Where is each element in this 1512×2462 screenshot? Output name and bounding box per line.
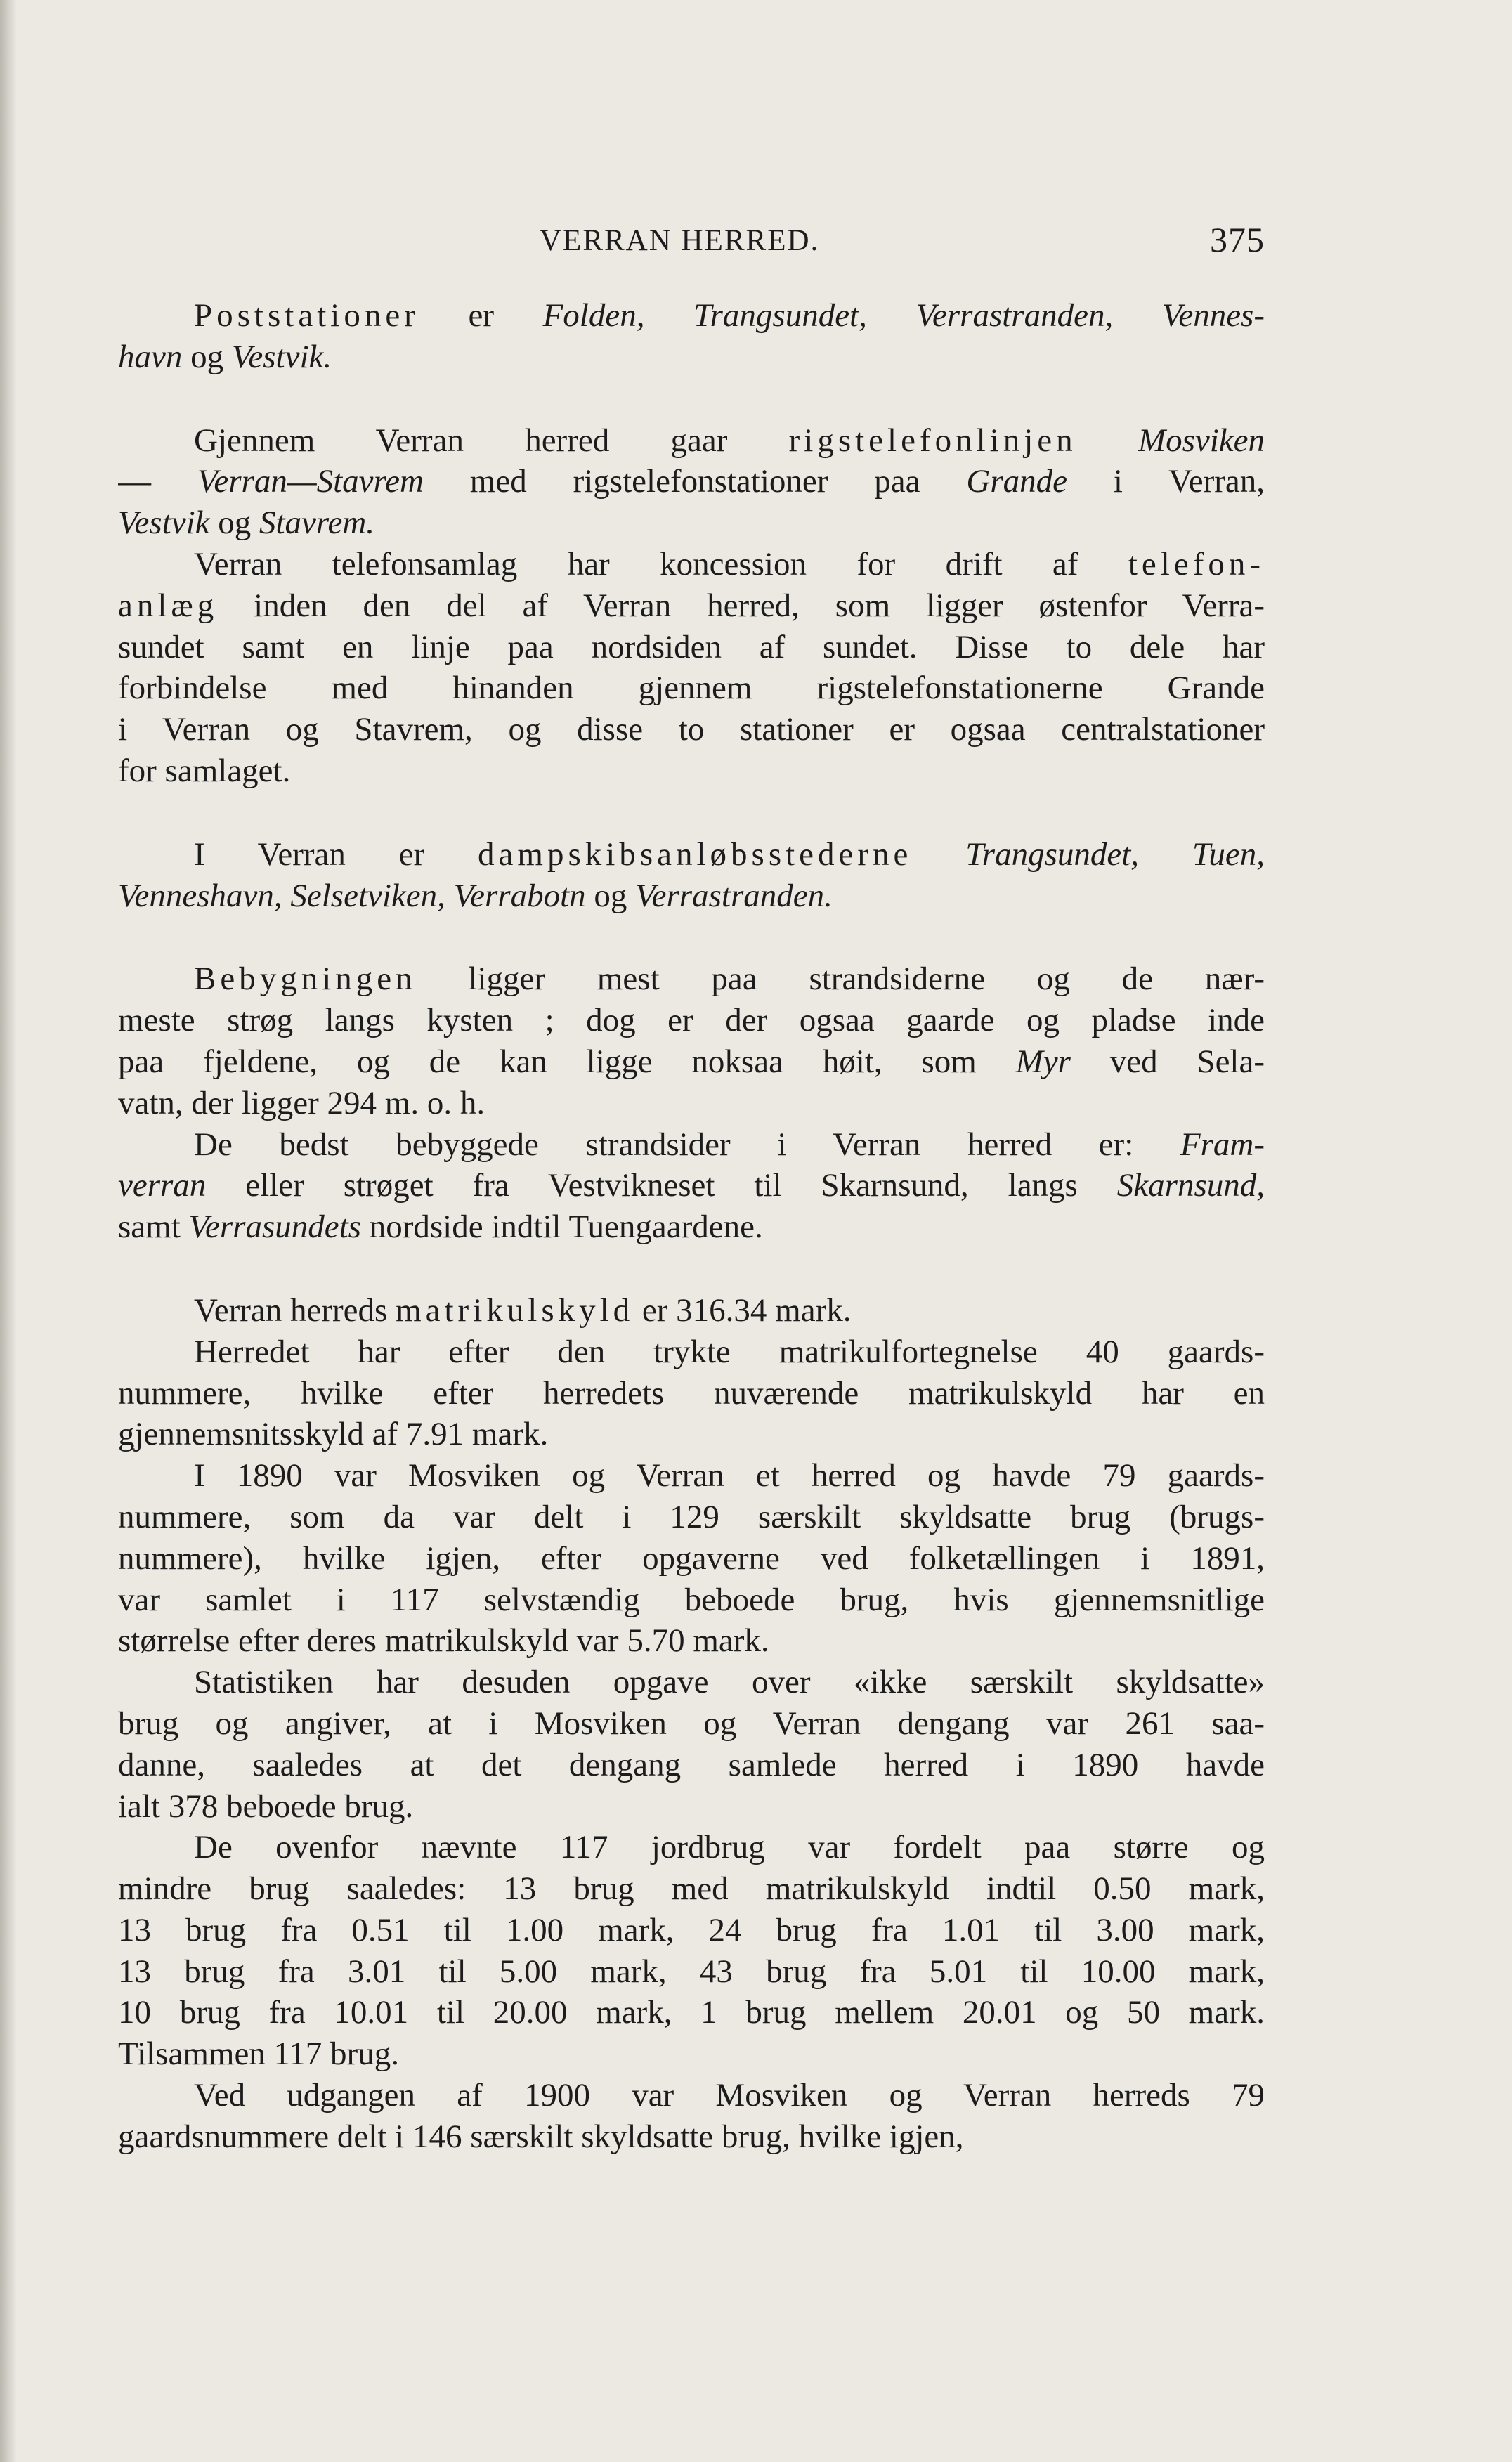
text-run: ligger mest paa strandsiderne og de nær- — [416, 960, 1265, 998]
italic-text: Verrasundets — [188, 1209, 361, 1246]
text-line — [118, 337, 1265, 378]
text-run: og — [182, 338, 232, 375]
text-line — [118, 1580, 1265, 1621]
text-run: i Verran, — [1067, 463, 1265, 500]
paragraph-statistiken — [118, 1662, 1265, 1827]
text-line — [118, 709, 1265, 750]
italic-text: Fram- — [1180, 1126, 1265, 1163]
page-header — [118, 220, 1265, 266]
text-run: i Verran og Stavrem, og disse to stationer er ogsaa centralstationer — [118, 711, 1265, 748]
paragraph-strandsider — [118, 1124, 1265, 1248]
text-run: Herredet har efter den trykte matrikulfortegnelse 40 gaards- — [194, 1333, 1265, 1370]
text-run: ialt 378 beboede brug. — [118, 1787, 414, 1825]
text-line — [118, 544, 1265, 585]
spaced-text: rigstelefonlinjen — [788, 422, 1077, 459]
text-line — [118, 627, 1265, 668]
text-line — [118, 1000, 1265, 1041]
italic-text: Verrastranden. — [635, 877, 833, 914]
italic-text: Vestvik — [118, 504, 210, 542]
text-run: størrelse efter deres matrikulskyld var 5.70 mark. — [118, 1622, 769, 1660]
text-run: for samlaget. — [118, 752, 291, 789]
text-line — [118, 1868, 1265, 1910]
italic-text: Verran—Stavrem — [197, 463, 424, 500]
paragraph-gaardsnummere — [118, 1331, 1265, 1455]
spaced-text: dampskibsanløbsstederne — [478, 835, 913, 873]
text-line — [118, 1786, 1265, 1828]
text-line — [118, 1290, 1265, 1331]
text-run: er — [419, 297, 543, 334]
text-run — [1077, 422, 1138, 459]
paragraph-matrikulskyld — [118, 1290, 1265, 1331]
text-run: meste strøg langs kysten ; dog er der ogsaa gaarde og pladse inde — [118, 1002, 1265, 1039]
text-run: De bedst bebyggede strandsider i Verran herred er: — [194, 1126, 1180, 1163]
text-run: Verran herreds — [194, 1291, 396, 1329]
text-run: I Verran er — [194, 835, 478, 873]
text-run: mindre brug saaledes: 13 brug med matrikulskyld indtil 0.50 mark, — [118, 1870, 1265, 1908]
text-line — [118, 1455, 1265, 1497]
text-line — [118, 1206, 1265, 1248]
italic-text: havn — [118, 338, 183, 375]
italic-text: Grande — [966, 463, 1068, 500]
text-line — [118, 1083, 1265, 1124]
paragraph-1890 — [118, 1455, 1265, 1662]
text-run: og — [585, 877, 636, 914]
text-run: I 1890 var Mosviken og Verran et herred og havde 79 gaards- — [194, 1457, 1265, 1494]
text-run: gaardsnummere delt i 146 særskilt skyldsatte brug, hvilke igjen, — [118, 2118, 964, 2155]
text-run: eller strøget fra Vestvikneset til Skarnsund, langs — [206, 1167, 1117, 1204]
text-run: samt — [118, 1209, 189, 1246]
paragraph-1900 — [118, 2075, 1265, 2158]
paragraph-dampskib — [118, 834, 1265, 917]
italic-text: Stavrem. — [259, 504, 375, 542]
text-line — [118, 1165, 1265, 1206]
text-run: vatn, der ligger 294 m. o. h. — [118, 1084, 485, 1121]
text-line — [118, 1373, 1265, 1414]
spaced-text: telefon- — [1128, 545, 1265, 582]
paragraph-bebygningen — [118, 958, 1265, 1123]
text-line — [118, 1538, 1265, 1580]
text-run: ved Sela- — [1070, 1043, 1265, 1080]
text-run: forbindelse med hinanden gjennem rigstelefonstationerne Grande — [118, 670, 1265, 707]
text-run: danne, saaledes at det dengang samlede herred i 1890 havde — [118, 1746, 1265, 1783]
text-line — [118, 1951, 1265, 1993]
text-run: gjennemsnitsskyld af 7.91 mark. — [118, 1416, 549, 1453]
text-line — [118, 834, 1265, 875]
text-run: nummere, som da var delt i 129 særskilt skyldsatte brug (brugs- — [118, 1498, 1265, 1535]
text-run: er 316.34 mark. — [634, 1291, 852, 1329]
text-run: inden den del af Verran herred, som ligger østenfor Verra- — [218, 587, 1265, 624]
italic-text: Mosviken — [1138, 422, 1265, 459]
text-line — [118, 502, 1265, 544]
text-run: — — [118, 463, 197, 500]
italic-text: verran — [118, 1167, 207, 1204]
text-line — [118, 2116, 1265, 2158]
text-line — [118, 1497, 1265, 1538]
spaced-text: Poststationer — [194, 297, 419, 334]
text-line — [118, 295, 1265, 337]
text-run: Ved udgangen af 1900 var Mosviken og Verran herreds 79 — [194, 2077, 1265, 2114]
text-run: nummere, hvilke efter herredets nuværende matrikulskyld har en — [118, 1374, 1265, 1412]
text-line — [118, 2075, 1265, 2116]
text-line — [118, 750, 1265, 792]
paragraph-poststationer — [118, 295, 1265, 378]
text-run: paa fjeldene, og de kan ligge noksaa høit, som — [118, 1043, 1016, 1080]
italic-text: Venneshavn, Selsetviken, Verrabotn — [118, 877, 586, 914]
text-line — [118, 958, 1265, 1000]
paragraph-jordbrug — [118, 1827, 1265, 2075]
spaced-text: matrikulskyld — [396, 1291, 634, 1329]
paragraph-telefonsamlag — [118, 544, 1265, 792]
text-run: Tilsammen 117 brug. — [118, 2036, 399, 2073]
spaced-text: Bebygningen — [194, 960, 417, 998]
text-run: brug og angiver, at i Mosviken og Verran dengang var 261 saa- — [118, 1705, 1265, 1742]
italic-text: Myr — [1015, 1043, 1071, 1080]
text-line — [118, 420, 1265, 462]
text-run — [912, 836, 965, 873]
paragraph-rigstelefon — [118, 420, 1265, 544]
text-line — [118, 1910, 1265, 1951]
text-line — [118, 2033, 1265, 2075]
text-line — [118, 1414, 1265, 1455]
text-line — [118, 461, 1265, 502]
text-line — [118, 1703, 1265, 1745]
text-line — [118, 585, 1265, 627]
text-run: 13 brug fra 3.01 til 5.00 mark, 43 brug fra 5.01 til 10.00 mark, — [118, 1953, 1265, 1990]
text-run: sundet samt en linje paa nordsiden af sundet. Disse to dele har — [118, 628, 1265, 665]
text-line — [118, 1331, 1265, 1373]
text-run: og — [209, 504, 259, 542]
page-spine-shadow — [0, 0, 17, 2462]
text-run: nummere), hvilke igjen, efter opgaverne ved folketællingen i 1891, — [118, 1539, 1265, 1577]
italic-text: Trangsundet, Tuen, — [965, 835, 1265, 873]
text-run: var samlet i 117 selvstændig beboede brug, hvis gjennemsnitlige — [118, 1581, 1265, 1618]
text-run: med rigstelefonstationer paa — [423, 463, 967, 500]
text-line — [118, 875, 1265, 917]
text-line — [118, 1662, 1265, 1703]
text-line — [118, 1827, 1265, 1868]
text-run: 13 brug fra 0.51 til 1.00 mark, 24 brug fra 1.01 til 3.00 mark, — [118, 1911, 1265, 1948]
text-line — [118, 1124, 1265, 1166]
text-line — [118, 1620, 1265, 1662]
text-run: nordside indtil Tuengaardene. — [360, 1209, 763, 1246]
text-run: De ovenfor nævnte 117 jordbrug var fordelt paa større og — [194, 1829, 1265, 1866]
italic-text: Folden, Trangsundet, Verrastranden, Vennes- — [542, 297, 1265, 334]
text-run: 10 brug fra 10.01 til 20.00 mark, 1 brug mellem 20.01 og 50 mark. — [118, 1994, 1265, 2031]
italic-text: Vestvik. — [231, 338, 332, 375]
italic-text: Skarnsund, — [1116, 1167, 1265, 1204]
running-title: VERRAN HERRED. — [540, 224, 820, 257]
spaced-text: anlæg — [118, 587, 219, 624]
text-run: Gjennem Verran herred gaar — [194, 422, 789, 459]
text-line — [118, 1041, 1265, 1083]
text-line — [118, 1745, 1265, 1786]
text-run: Statistiken har desuden opgave over «ikke særskilt skyldsatte» — [194, 1664, 1265, 1701]
page-number: 375 — [1210, 220, 1265, 259]
text-line — [118, 1992, 1265, 2033]
text-line — [118, 667, 1265, 709]
body-text — [118, 295, 1265, 2158]
text-run: Verran telefonsamlag har koncession for drift af — [194, 545, 1128, 582]
